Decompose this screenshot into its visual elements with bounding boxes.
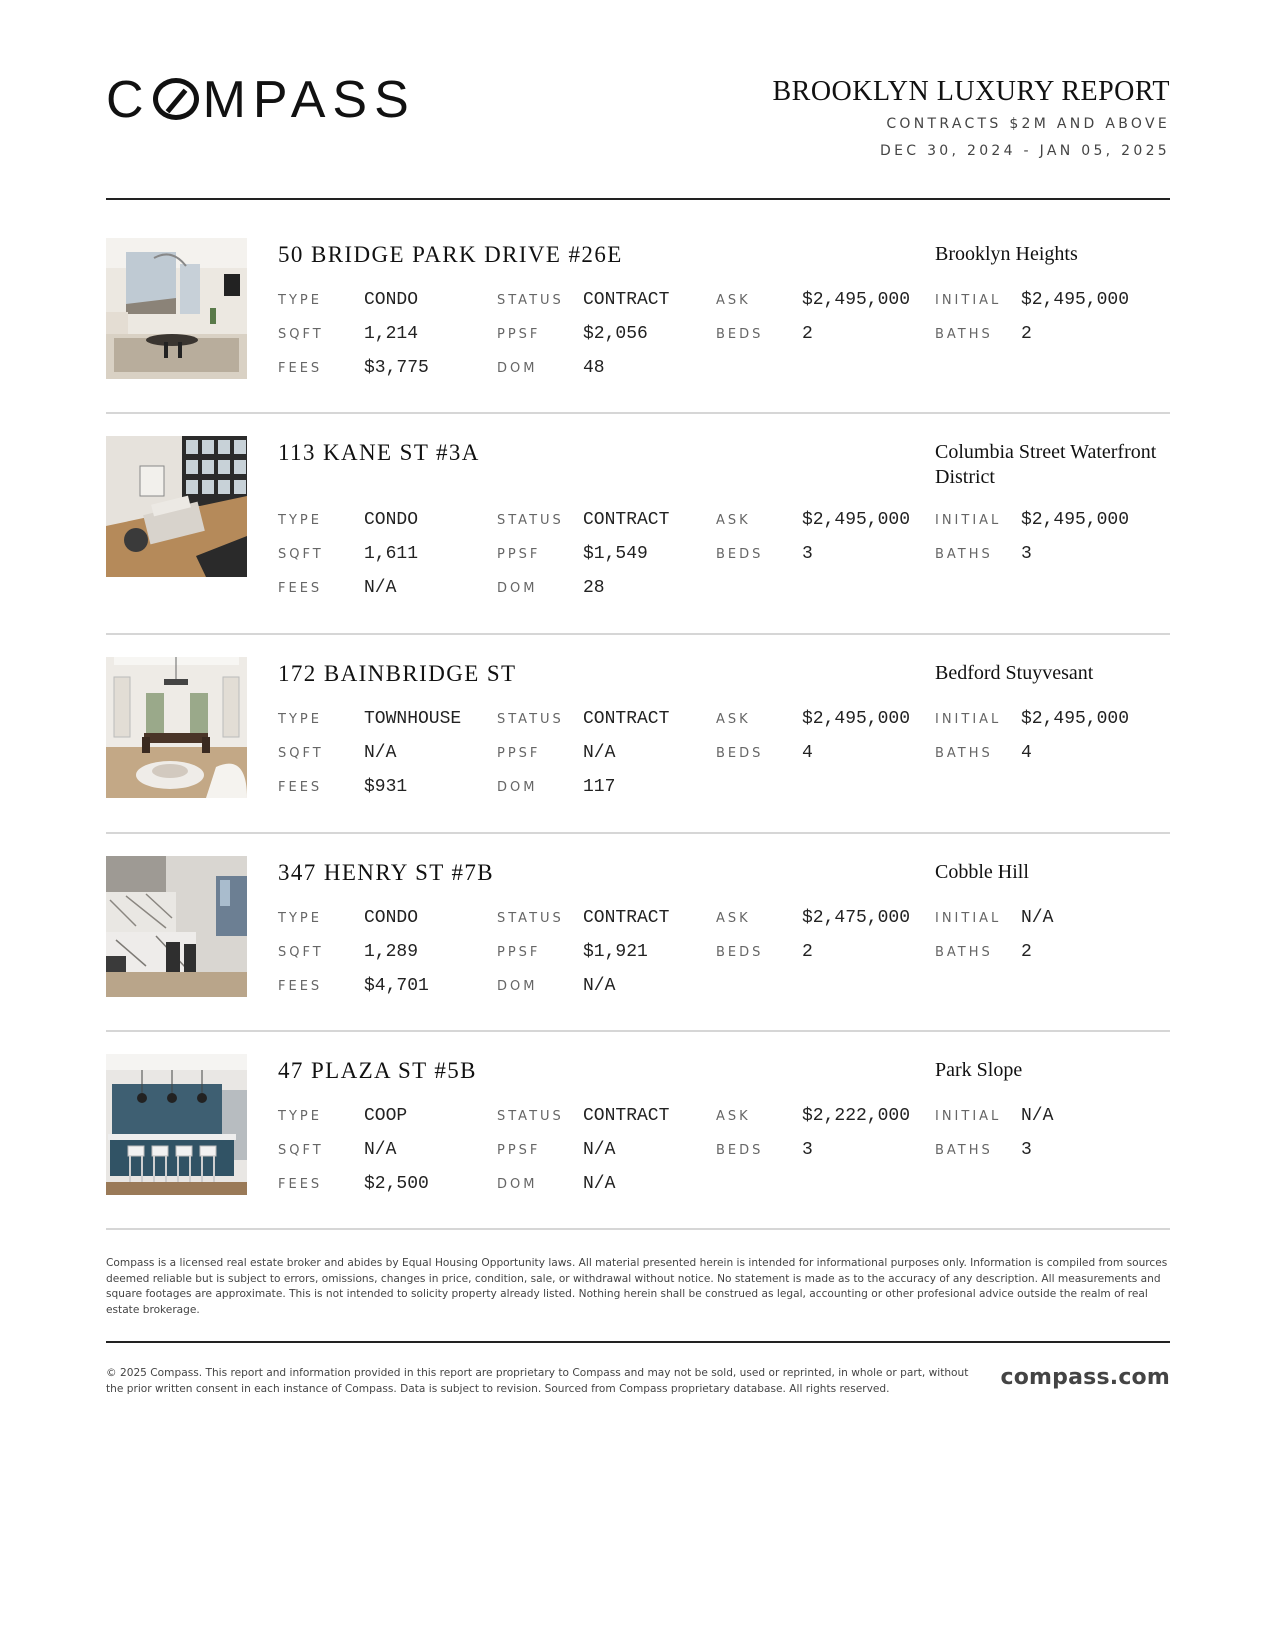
- dom-label: DOM: [497, 581, 538, 596]
- listing-divider: [106, 832, 1170, 834]
- baths-value: 3: [1021, 1140, 1032, 1160]
- initial-label: INITIAL: [935, 712, 1002, 727]
- dom-label: DOM: [497, 1177, 538, 1192]
- beds-label: BEDS: [716, 327, 764, 342]
- sqft-label: SQFT: [278, 1143, 324, 1158]
- listing-photo-living-room: [106, 238, 247, 379]
- fees-value: N/A: [364, 578, 397, 598]
- ppsf-label: PPSF: [497, 746, 541, 761]
- type-value: CONDO: [364, 290, 419, 310]
- status-label: STATUS: [497, 1109, 564, 1124]
- listing-photo-loft-interior: [106, 436, 247, 577]
- fees-value: $4,701: [364, 976, 429, 996]
- ppsf-value: N/A: [583, 1140, 616, 1160]
- listing-neighborhood: Brooklyn Heights: [935, 243, 1078, 265]
- copyright-notice: © 2025 Compass. This report and information provided in this report are proprietary to Compass and may not be sold, used or reprinted, in whole or part, without the prior written consent in each instance of Compass. Data is subject to revision. Sourced from Compass proprietary database. All rights reserved.: [106, 1367, 969, 1395]
- footer-divider: [106, 1341, 1170, 1343]
- listing-photo-townhouse-interior: [106, 657, 247, 798]
- listing-address: 47 PLAZA ST #5B: [278, 1058, 477, 1083]
- baths-value: 2: [1021, 324, 1032, 344]
- dom-label: DOM: [497, 780, 538, 795]
- beds-label: BEDS: [716, 547, 764, 562]
- listing-divider: [106, 1030, 1170, 1032]
- type-label: TYPE: [278, 513, 322, 528]
- type-label: TYPE: [278, 911, 322, 926]
- fees-label: FEES: [278, 780, 323, 795]
- listing-divider: [106, 1228, 1170, 1230]
- sqft-value: 1,611: [364, 544, 419, 564]
- baths-value: 2: [1021, 942, 1032, 962]
- ask-value: $2,495,000: [802, 290, 911, 310]
- ppsf-value: $1,549: [583, 544, 648, 564]
- initial-label: INITIAL: [935, 293, 1002, 308]
- fees-value: $931: [364, 777, 408, 797]
- status-value: CONTRACT: [583, 1106, 670, 1126]
- ask-value: $2,222,000: [802, 1106, 911, 1126]
- fees-value: $2,500: [364, 1174, 429, 1194]
- listing-address: 50 BRIDGE PARK DRIVE #26E: [278, 242, 623, 267]
- beds-label: BEDS: [716, 746, 764, 761]
- status-label: STATUS: [497, 712, 564, 727]
- status-label: STATUS: [497, 513, 564, 528]
- baths-value: 3: [1021, 544, 1032, 564]
- status-label: STATUS: [497, 911, 564, 926]
- status-label: STATUS: [497, 293, 564, 308]
- listing-neighborhood: Cobble Hill: [935, 861, 1029, 883]
- initial-value: $2,495,000: [1021, 510, 1130, 530]
- legal-disclaimer: Compass is a licensed real estate broker and abides by Equal Housing Opportunity laws. All material presented herein is intended for informational purposes only. Information is compiled from sources deemed reliable but is subject to errors, omissions, changes in price, condition, sale, or withdrawal without notice. No statement is made as to the accuracy of any description. All measurements and square footages are approximate. This is not intended to solicity property already listed. Nothing herein shall be construed as legal, accounting or other profesional advice outside the realm of real estate brokerage.: [106, 1257, 1168, 1316]
- dom-value: N/A: [583, 1174, 616, 1194]
- status-value: CONTRACT: [583, 908, 670, 928]
- ask-label: ASK: [716, 513, 751, 528]
- ppsf-value: N/A: [583, 743, 616, 763]
- fees-value: $3,775: [364, 358, 429, 378]
- ask-value: $2,495,000: [802, 510, 911, 530]
- report-date-range: DEC 30, 2024 - JAN 05, 2025: [880, 143, 1170, 159]
- listing-divider: [106, 412, 1170, 414]
- ppsf-label: PPSF: [497, 945, 541, 960]
- beds-value: 3: [802, 1140, 813, 1160]
- type-value: TOWNHOUSE: [364, 709, 462, 729]
- fees-label: FEES: [278, 1177, 323, 1192]
- sqft-value: N/A: [364, 743, 397, 763]
- fees-label: FEES: [278, 581, 323, 596]
- sqft-label: SQFT: [278, 746, 324, 761]
- listing-neighborhood: Park Slope: [935, 1059, 1023, 1081]
- compass-logo: C MPASS: [106, 71, 416, 129]
- type-label: TYPE: [278, 712, 322, 727]
- dom-value: 117: [583, 777, 616, 797]
- listing-divider: [106, 633, 1170, 635]
- sqft-label: SQFT: [278, 327, 324, 342]
- dom-value: 48: [583, 358, 605, 378]
- beds-label: BEDS: [716, 1143, 764, 1158]
- report-title: BROOKLYN LUXURY REPORT: [772, 76, 1170, 107]
- ppsf-value: $1,921: [583, 942, 648, 962]
- type-label: TYPE: [278, 293, 322, 308]
- beds-value: 2: [802, 942, 813, 962]
- listing-address: 113 KANE ST #3A: [278, 440, 480, 465]
- listing-photo-kitchen-island: [106, 1054, 247, 1195]
- initial-value: $2,495,000: [1021, 290, 1130, 310]
- baths-label: BATHS: [935, 327, 993, 342]
- header-divider: [106, 198, 1170, 200]
- initial-value: N/A: [1021, 1106, 1054, 1126]
- baths-label: BATHS: [935, 945, 993, 960]
- fees-label: FEES: [278, 361, 323, 376]
- listing-neighborhood: Columbia Street Waterfront District: [935, 441, 1157, 488]
- compass-logo-o-mark: [153, 78, 199, 120]
- report-subtitle: CONTRACTS $2M AND ABOVE: [886, 116, 1170, 132]
- dom-value: 28: [583, 578, 605, 598]
- beds-value: 4: [802, 743, 813, 763]
- listing-address: 347 HENRY ST #7B: [278, 860, 495, 885]
- ppsf-label: PPSF: [497, 327, 541, 342]
- website-link[interactable]: compass.com: [1000, 1365, 1170, 1390]
- dom-label: DOM: [497, 361, 538, 376]
- ppsf-label: PPSF: [497, 547, 541, 562]
- status-value: CONTRACT: [583, 510, 670, 530]
- ask-label: ASK: [716, 712, 751, 727]
- initial-label: INITIAL: [935, 911, 1002, 926]
- ask-value: $2,495,000: [802, 709, 911, 729]
- dom-value: N/A: [583, 976, 616, 996]
- fees-label: FEES: [278, 979, 323, 994]
- sqft-value: N/A: [364, 1140, 397, 1160]
- status-value: CONTRACT: [583, 290, 670, 310]
- baths-value: 4: [1021, 743, 1032, 763]
- ask-label: ASK: [716, 1109, 751, 1124]
- listing-photo-kitchen: [106, 856, 247, 997]
- ppsf-label: PPSF: [497, 1143, 541, 1158]
- type-value: CONDO: [364, 908, 419, 928]
- ask-value: $2,475,000: [802, 908, 911, 928]
- sqft-label: SQFT: [278, 547, 324, 562]
- dom-label: DOM: [497, 979, 538, 994]
- ppsf-value: $2,056: [583, 324, 648, 344]
- type-value: COOP: [364, 1106, 408, 1126]
- baths-label: BATHS: [935, 1143, 993, 1158]
- status-value: CONTRACT: [583, 709, 670, 729]
- ask-label: ASK: [716, 293, 751, 308]
- sqft-value: 1,289: [364, 942, 419, 962]
- baths-label: BATHS: [935, 746, 993, 761]
- beds-value: 2: [802, 324, 813, 344]
- initial-value: $2,495,000: [1021, 709, 1130, 729]
- sqft-value: 1,214: [364, 324, 419, 344]
- listing-address: 172 BAINBRIDGE ST: [278, 661, 517, 686]
- baths-label: BATHS: [935, 547, 993, 562]
- listing-neighborhood: Bedford Stuyvesant: [935, 662, 1094, 684]
- initial-label: INITIAL: [935, 1109, 1002, 1124]
- beds-value: 3: [802, 544, 813, 564]
- beds-label: BEDS: [716, 945, 764, 960]
- sqft-label: SQFT: [278, 945, 324, 960]
- type-label: TYPE: [278, 1109, 322, 1124]
- ask-label: ASK: [716, 911, 751, 926]
- initial-label: INITIAL: [935, 513, 1002, 528]
- initial-value: N/A: [1021, 908, 1054, 928]
- type-value: CONDO: [364, 510, 419, 530]
